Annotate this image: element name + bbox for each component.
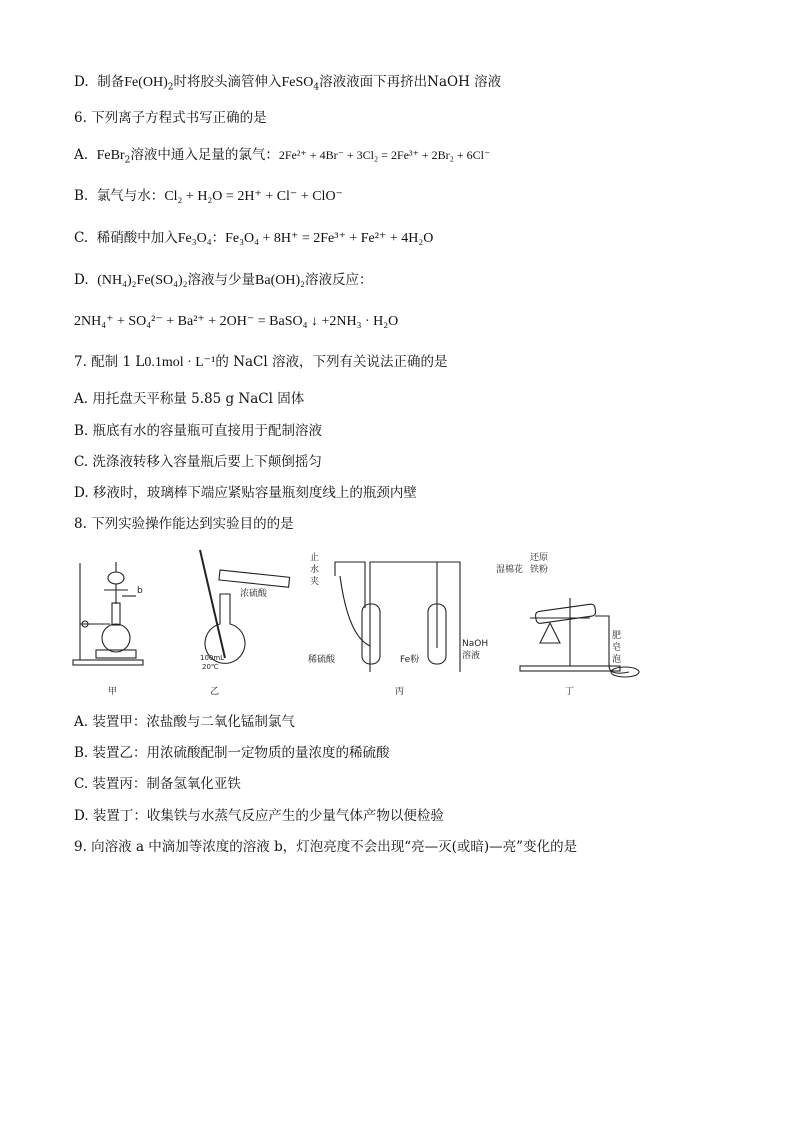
- svg-text:止: 止: [310, 553, 320, 563]
- soap-dish: [611, 667, 639, 677]
- svg-text:丁: 丁: [565, 687, 575, 697]
- q6-option-a: A. FeBr$_2$溶液中通入足量的氯气：2Fe²⁺ + 4Br⁻ + 3Cl₂ = 2Fe³⁺ + 2Br₂ + 6Cl⁻: [74, 147, 491, 166]
- stand-base-ding: [520, 666, 620, 671]
- svg-text:溶液: 溶液: [462, 651, 481, 661]
- q8-stem: 8. 下列实验操作能达到实验目的的是: [74, 516, 294, 532]
- svg-text:泡: 泡: [612, 655, 622, 665]
- beaker-tilted: [219, 570, 290, 587]
- svg-text:100mL: 100mL: [200, 654, 225, 662]
- alcohol-lamp: [540, 623, 560, 643]
- svg-text:铁粉: 铁粉: [530, 565, 549, 575]
- volumetric-flask: [205, 594, 245, 663]
- separatory-funnel: [108, 572, 124, 584]
- round-flask-jia: [102, 624, 130, 652]
- svg-text:水: 水: [310, 565, 320, 575]
- svg-text:甲: 甲: [108, 687, 118, 697]
- q8-option-a: A. 装置甲：浓盐酸与二氧化锰制氯气: [74, 714, 295, 730]
- svg-text:b: b: [137, 586, 143, 596]
- q7-option-a: A. 用托盘天平称量 5.85 g NaCl 固体: [74, 391, 305, 407]
- q8-option-d: D. 装置丁：收集铁与水蒸气反应产生的少量气体产物以便检验: [74, 808, 444, 824]
- q6-stem: 6. 下列离子方程式书写正确的是: [74, 110, 267, 126]
- reaction-tube: [535, 604, 596, 624]
- svg-text:皂: 皂: [612, 643, 622, 653]
- svg-text:20℃: 20℃: [202, 663, 219, 671]
- svg-text:丙: 丙: [395, 687, 405, 697]
- q6-option-c: C. 稀硝酸中加入Fe₃O₄：Fe₃O₄ + 8H⁺ = 2Fe³⁺ + Fe²⁺ + 4H₂O: [74, 230, 434, 246]
- q5-option-d: D. 制备$Fe(OH)_2$时将胶头滴管伸入FeSO$_4$溶液液面下再挤出NaOH 溶液: [74, 74, 502, 93]
- svg-text:NaOH: NaOH: [462, 639, 489, 649]
- q9-stem: 9. 向溶液 a 中滴加等浓度的溶液 b，灯泡亮度不会出现“亮—灭(或暗)—亮”变化的是: [74, 839, 578, 855]
- q7-option-b: B. 瓶底有水的容量瓶可直接用于配制溶液: [74, 423, 323, 439]
- stand-base-jia: [73, 660, 143, 665]
- q8-option-c: C. 装置丙：制备氢氧化亚铁: [74, 776, 241, 792]
- q6-option-d: D. (NH₄)₂Fe(SO₄)₂溶液与少量Ba(OH)₂溶液反应：: [74, 272, 373, 288]
- svg-text:夹: 夹: [310, 577, 320, 587]
- svg-text:Fe粉: Fe粉: [400, 655, 420, 665]
- svg-text:湿棉花: 湿棉花: [496, 565, 524, 575]
- svg-text:乙: 乙: [210, 687, 220, 697]
- svg-text:肥: 肥: [612, 631, 622, 641]
- svg-text:还原: 还原: [530, 553, 549, 563]
- svg-text:浓硫酸: 浓硫酸: [240, 589, 268, 599]
- q7-stem: 7. 配制 1 L0.1mol · L⁻¹的 NaCl 溶液，下列有关说法正确的是: [74, 354, 448, 370]
- q6-option-b: B. 氯气与水：Cl₂ + H₂O = 2H⁺ + Cl⁻ + ClO⁻: [74, 188, 343, 204]
- apparatus-figure: [70, 548, 640, 700]
- q7-option-d: D. 移液时，玻璃棒下端应紧贴容量瓶刻度线上的瓶颈内壁: [74, 485, 417, 501]
- svg-text:稀硫酸: 稀硫酸: [308, 655, 336, 665]
- q7-option-c: C. 洗涤液转移入容量瓶后要上下颠倒摇匀: [74, 454, 322, 470]
- test-tube-left: [362, 604, 380, 664]
- q8-option-b: B. 装置乙：用浓硫酸配制一定物质的量浓度的稀硫酸: [74, 745, 390, 761]
- q6-option-d-equation: 2NH₄⁺ + SO₄²⁻ + Ba²⁺ + 2OH⁻ = BaSO₄ ↓ +2NH₃ · H₂O: [74, 314, 399, 329]
